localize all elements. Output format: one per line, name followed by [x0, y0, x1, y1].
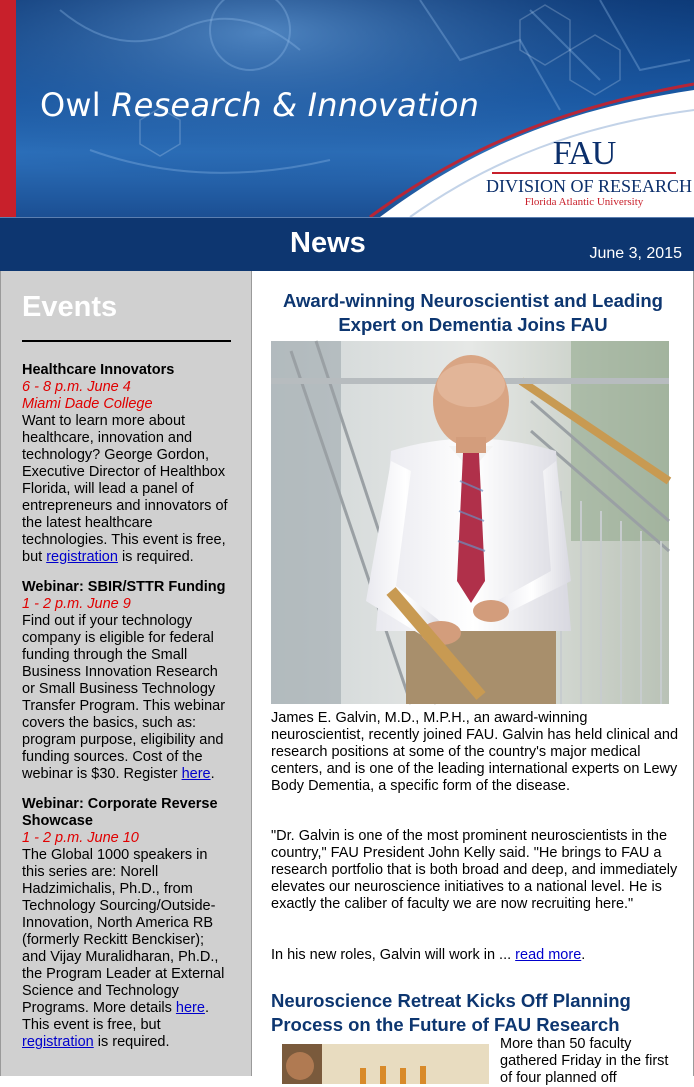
event-description: Find out if your technology company is eligible for federal funding through the Small Business Innovation Research or Small Business Technology Transfer Program. This webinar covers the basics, such as: program purpose, eligibility and funding sources. Cost of the webinar is $30. Register here.	[22, 613, 226, 782]
banner-red-stripe	[0, 0, 16, 217]
newsletter-title: Owl Research & Innovation	[40, 86, 480, 124]
events-divider	[22, 340, 231, 342]
events-heading: Events	[22, 291, 118, 323]
galvin-photo	[271, 341, 669, 704]
more-details-link[interactable]: here	[175, 1000, 205, 1016]
event-title: Healthcare Innovators	[22, 362, 175, 378]
header-banner	[0, 0, 694, 217]
story-intro: More than 50 faculty gathered Friday in the first of four planned off	[500, 1036, 669, 1086]
university-name: Florida Atlantic University	[524, 196, 644, 208]
event-time: 1 - 2 p.m. June 10	[22, 830, 139, 846]
event-title: Webinar: SBIR/STTR Funding	[22, 579, 226, 595]
retreat-photo	[282, 1044, 489, 1084]
event-description: Want to learn more about healthcare, innovation and technology? George Gordon, Executive Director of Healthbox Florida, will lead a panel of entrepreneurs and innovators of the latest healthcare technologies. This event is free, but registration is required.	[22, 413, 228, 565]
fau-division-logo[interactable]	[486, 135, 693, 208]
issue-date: June 3, 2015	[589, 245, 682, 262]
fau-logo-text: FAU	[552, 135, 616, 172]
story-headline[interactable]: Neuroscience Retreat Kicks Off Planning Process on the Future of FAU Research	[271, 990, 631, 1035]
event-item	[22, 796, 231, 1051]
event-description: The Global 1000 speakers in this series are: Norell Hadzimichalis, Ph.D., from Technology Sourcing/Outside-Innovation, North America RB (formerly Reckitt Benckiser); and Vijay Muralidharan, Ph.D., the Program Leader at External Science and Technology Programs. More details here. This event is free, but registration is required.	[22, 847, 225, 1050]
news-heading: News	[290, 227, 366, 259]
news-column	[252, 271, 694, 1086]
event-location: Miami Dade College	[22, 396, 153, 412]
event-title: Webinar: Corporate Reverse Showcase	[22, 796, 218, 829]
story-headline[interactable]: Award-winning Neuroscientist and Leading Expert on Dementia Joins FAU	[283, 290, 663, 335]
story-teaser: In his new roles, Galvin will work in ... read more.	[271, 947, 586, 963]
logo-rule	[492, 172, 676, 174]
event-time: 1 - 2 p.m. June 9	[22, 596, 131, 612]
news-bar	[0, 217, 694, 271]
registration-link[interactable]: registration	[22, 1034, 94, 1050]
registration-link[interactable]: registration	[46, 549, 118, 565]
event-time: 6 - 8 p.m. June 4	[22, 379, 131, 395]
event-item	[22, 362, 231, 566]
register-here-link[interactable]: here	[181, 766, 211, 782]
division-name: DIVISION OF RESEARCH	[486, 176, 693, 196]
event-item	[22, 579, 231, 783]
read-more-link[interactable]: read more	[515, 947, 582, 963]
events-sidebar	[0, 271, 252, 1076]
story-quote: "Dr. Galvin is one of the most prominent neuroscientists in the country," FAU President John Kelly said. "He brings to FAU a research portfolio that is both broad and deep, and immediately elevates our neuroscience initiatives to a national level. He is exactly the caliber of faculty we are now recruiting here."	[271, 828, 678, 912]
story-paragraph: James E. Galvin, M.D., M.P.H., an award-winning neuroscientist, recently joined FAU. Galvin has held clinical and research positions at some of the country's major medical centers, and is one of the leading international experts on Lewy Body Dementia, a specific form of the disease.	[271, 710, 679, 794]
